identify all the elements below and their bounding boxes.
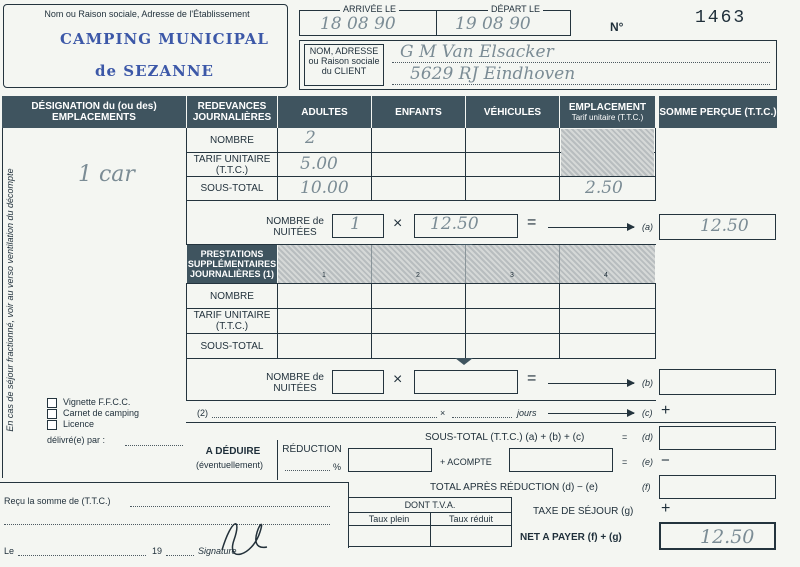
equals-b: = (527, 370, 537, 387)
signature-mark (212, 512, 272, 562)
year-label: 19 (152, 546, 163, 556)
col-num3: 3 (510, 272, 514, 279)
stamp-line2: de SEZANNE (95, 62, 214, 80)
jours-label: jours (517, 408, 537, 418)
total-apres-label: TOTAL APRÈS RÉDUCTION (d) − (e) (430, 482, 598, 493)
carnet-label: Carnet de camping (63, 408, 140, 418)
col-emplacement (560, 96, 655, 128)
prestations-header: PRESTATIONS SUPPLÉMENTAIRES JOURNALIÈRES (1) (187, 245, 277, 283)
row-soustotal: SOUS-TOTAL (200, 183, 264, 194)
taux-plein-label: Taux plein (368, 514, 410, 524)
times-c: × (440, 408, 446, 418)
arrivee-label: ARRIVÉE LE (340, 4, 399, 14)
eventuellement-label: (éventuellement) (196, 460, 264, 470)
number-value: 1463 (695, 8, 747, 28)
taxe-label: TAXE DE SÉJOUR (g) (533, 506, 634, 517)
depart-value[interactable]: 19 08 90 (455, 14, 531, 34)
licence-label: Licence (63, 419, 95, 429)
somme-b-box[interactable] (659, 369, 776, 395)
net-value[interactable]: 12.50 (700, 526, 755, 548)
ref-d: (d) (642, 432, 653, 442)
arrivee-value[interactable]: 18 08 90 (320, 14, 396, 34)
nuitees-label-a: NOMBRE de NUITÉES (266, 216, 324, 238)
dont-tva-label: DONT T.V.A. (404, 500, 456, 510)
stamp-line1: CAMPING MUNICIPAL (60, 30, 269, 48)
plus-c: + (661, 402, 671, 419)
signature-label: Signature (198, 546, 237, 556)
percent-label: % (333, 462, 342, 472)
depart-label: DÉPART LE (488, 4, 543, 14)
adultes-soustotal[interactable]: 10.00 (300, 178, 349, 198)
row-nombre-2: NOMBRE (210, 291, 254, 302)
ref-f: (f) (642, 482, 651, 492)
col-adultes: ADULTES (278, 96, 371, 128)
equals-a: = (527, 214, 537, 231)
nuitees-result[interactable]: 12.50 (430, 214, 479, 234)
carnet-checkbox[interactable] (47, 409, 57, 419)
ref-b: (b) (642, 378, 653, 388)
col-emplacement-sub: Tarif unitaire (T.T.C.) (571, 113, 644, 122)
nuitees-value[interactable]: 1 (350, 214, 361, 234)
col-emplacement-title: EMPLACEMENT (568, 102, 647, 113)
times-b: × (393, 371, 403, 388)
reduction-label: RÉDUCTION (282, 444, 342, 455)
col-enfants: ENFANTS (372, 96, 465, 128)
number-label: N° (610, 20, 624, 34)
row-nombre: NOMBRE (210, 135, 254, 146)
acompte-box[interactable] (509, 448, 613, 472)
col-redevances: REDEVANCES JOURNALIÈRES (187, 96, 277, 128)
client-label: NOM, ADRESSE ou Raison sociale du CLIENT (308, 46, 380, 76)
designation-value[interactable]: 1 car (78, 162, 135, 187)
ref-a: (a) (642, 222, 653, 232)
equals-d: = (622, 432, 628, 442)
line2-label: (2) (197, 408, 208, 418)
establishment-label: Nom ou Raison sociale, Adresse de l'Établissement (22, 9, 272, 19)
ref-c: (c) (642, 408, 653, 418)
equals-e: = (622, 457, 628, 467)
reduction-box[interactable] (348, 448, 432, 472)
soustotal-box[interactable] (659, 426, 776, 450)
ref-e: (e) (642, 457, 653, 467)
vignette-checkbox[interactable] (47, 398, 57, 408)
row-soustotal-2: SOUS-TOTAL (200, 341, 264, 352)
nuitees-box-b[interactable] (332, 370, 384, 394)
adultes-tarif[interactable]: 5.00 (300, 154, 338, 174)
row-tarif: TARIF UNITAIRE (T.T.C.) (193, 154, 271, 176)
net-label: NET A PAYER (f) + (g) (520, 532, 622, 543)
client-line1[interactable]: G M Van Elsacker (400, 42, 554, 62)
col-designation: DÉSIGNATION du (ou des) EMPLACEMENTS (2, 96, 186, 128)
deduire-label: A DÉDUIRE (205, 446, 261, 457)
plus-g: + (661, 500, 671, 517)
soustotal-label: SOUS-TOTAL (T.T.C.) (a) + (b) + (c) (425, 432, 585, 443)
col-vehicules: VÉHICULES (466, 96, 559, 128)
client-line2[interactable]: 5629 RJ Eindhoven (410, 64, 576, 84)
acompte-label: + ACOMPTE (440, 457, 492, 467)
nuitees-label-b: NOMBRE de NUITÉES (266, 372, 324, 394)
col-somme: SOMME PERÇUE (T.T.C.) (659, 96, 777, 128)
taux-reduit-label: Taux réduit (448, 514, 494, 524)
somme-a[interactable]: 12.50 (700, 216, 749, 236)
nuitees-result-box-b[interactable] (414, 370, 518, 394)
adultes-nombre[interactable]: 2 (305, 128, 316, 148)
le-label: Le (4, 546, 15, 556)
licence-checkbox[interactable] (47, 420, 57, 430)
col-num1: 1 (322, 272, 326, 279)
vignette-label: Vignette F.F.C.C. (63, 397, 131, 407)
times-a: × (393, 215, 403, 232)
col-num4: 4 (604, 272, 608, 279)
side-text: En cas de séjour fractionné, voir au verso ventilation du décompte (5, 168, 15, 432)
minus-e: − (661, 452, 670, 469)
total-apres-box[interactable] (659, 475, 776, 499)
row-tarif-2: TARIF UNITAIRE (T.T.C.) (193, 310, 271, 332)
recu-label: Reçu la somme de (T.T.C.) (4, 496, 111, 506)
col-num2: 2 (416, 272, 420, 279)
emplacement-soustotal[interactable]: 2.50 (585, 178, 623, 198)
delivre-label: délivré(e) par : (47, 435, 106, 445)
